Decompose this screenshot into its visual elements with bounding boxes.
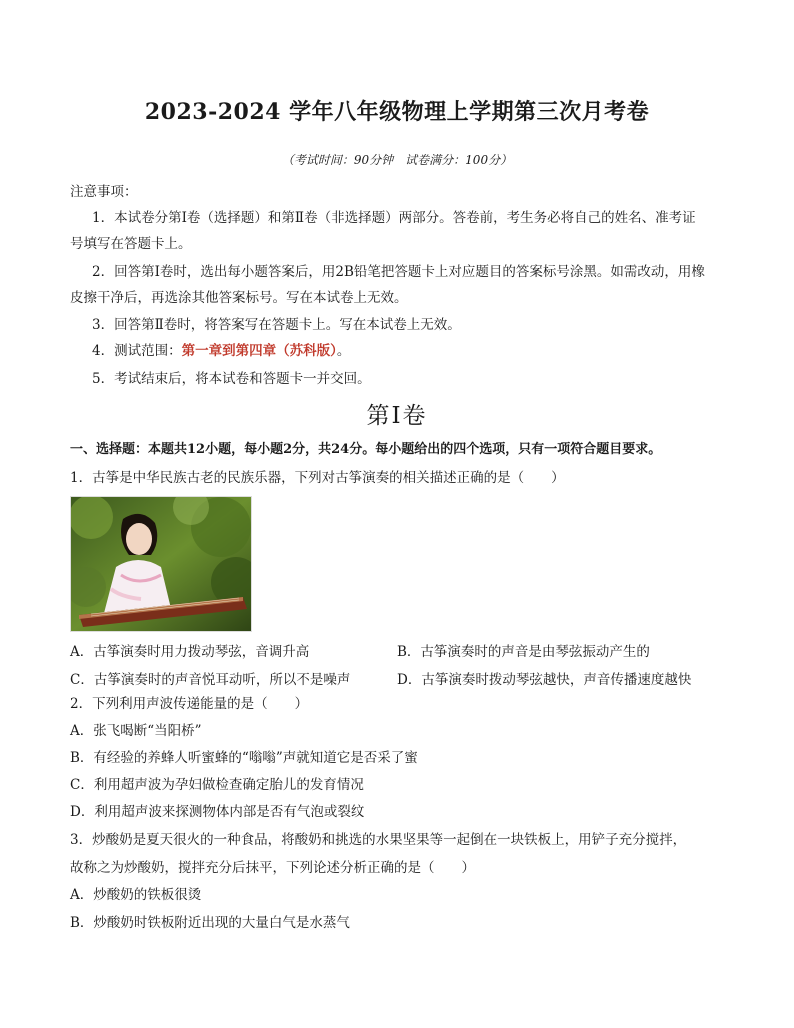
notice-item-4 [92, 341, 350, 361]
question-2-option-b: B．有经验的养蜂人听蜜蜂的“嗡嗡”声就知道它是否采了蜜 [70, 750, 418, 766]
exam-subtitle: （考试时间：90分钟 试卷满分：100分） [281, 153, 513, 167]
question-1-option-d: D．古筝演奏时拨动琴弦越快，声音传播速度越快 [397, 672, 692, 688]
question-3-stem-line-2: 故称之为炒酸奶，搅拌充分后抹平，下列论述分析正确的是（ ） [70, 860, 475, 876]
notice-item-5: 5．考试结束后，将本试卷和答题卡一并交回。 [92, 371, 371, 387]
question-2-option-d: D．利用超声波来探测物体内部是否有气泡或裂纹 [70, 804, 365, 820]
exam-title: 2023-2024 学年八年级物理上学期第三次月考卷 [144, 99, 650, 125]
notice-item-2-line-1: 2．回答第Ⅰ卷时，选出每小题答案后，用2B铅笔把答题卡上对应题目的答案标号涂黑。如需改动，用橡 [92, 264, 705, 280]
notice-item-2-line-2: 皮擦干净后，再选涂其他答案标号。写在本试卷上无效。 [70, 290, 408, 306]
question-2-option-a: A．张飞喝断“当阳桥” [70, 723, 202, 739]
section-intro: 一、选择题：本题共12小题，每小题2分，共24分。每小题给出的四个选项，只有一项符合题目要求。 [70, 442, 662, 457]
question-1-option-b: B．古筝演奏时的声音是由琴弦振动产生的 [397, 644, 650, 660]
question-2-option-c: C．利用超声波为孕妇做检查确定胎儿的发育情况 [70, 777, 364, 793]
notice-item-4-suffix: 。 [336, 343, 351, 359]
notice-item-4-prefix: 4．测试范围： [92, 343, 182, 359]
notice-item-3: 3．回答第Ⅱ卷时，将答案写在答题卡上。写在本试卷上无效。 [92, 317, 461, 333]
question-2-stem: 2．下列利用声波传递能量的是（ ） [70, 696, 309, 712]
question-3-stem-line-1: 3．炒酸奶是夏天很火的一种食品，将酸奶和挑选的水果坚果等一起倒在一块铁板上，用铲子充分搅拌， [70, 832, 687, 848]
notice-item-1-line-1: 1．本试卷分第Ⅰ卷（选择题）和第Ⅱ卷（非选择题）两部分。答卷前，考生务必将自己的姓名、准考证 [92, 210, 696, 226]
notice-item-1-line-2: 号填写在答题卡上。 [70, 236, 192, 252]
question-1-option-a: A．古筝演奏时用力拨动琴弦，音调升高 [70, 644, 310, 660]
guzheng-player-photo [70, 496, 252, 632]
question-3-option-a: A．炒酸奶的铁板很烫 [70, 887, 202, 903]
question-1-option-c: C．古筝演奏时的声音悦耳动听，所以不是噪声 [70, 672, 351, 688]
test-range: 第一章到第四章（苏科版） [181, 343, 337, 359]
notice-heading: 注意事项： [70, 184, 138, 200]
question-1-stem: 1．古筝是中华民族古老的民族乐器，下列对古筝演奏的相关描述正确的是（ ） [70, 470, 565, 486]
section-title: 第Ⅰ卷 [366, 403, 428, 429]
question-3-option-b: B．炒酸奶时铁板附近出现的大量白气是水蒸气 [70, 915, 350, 931]
